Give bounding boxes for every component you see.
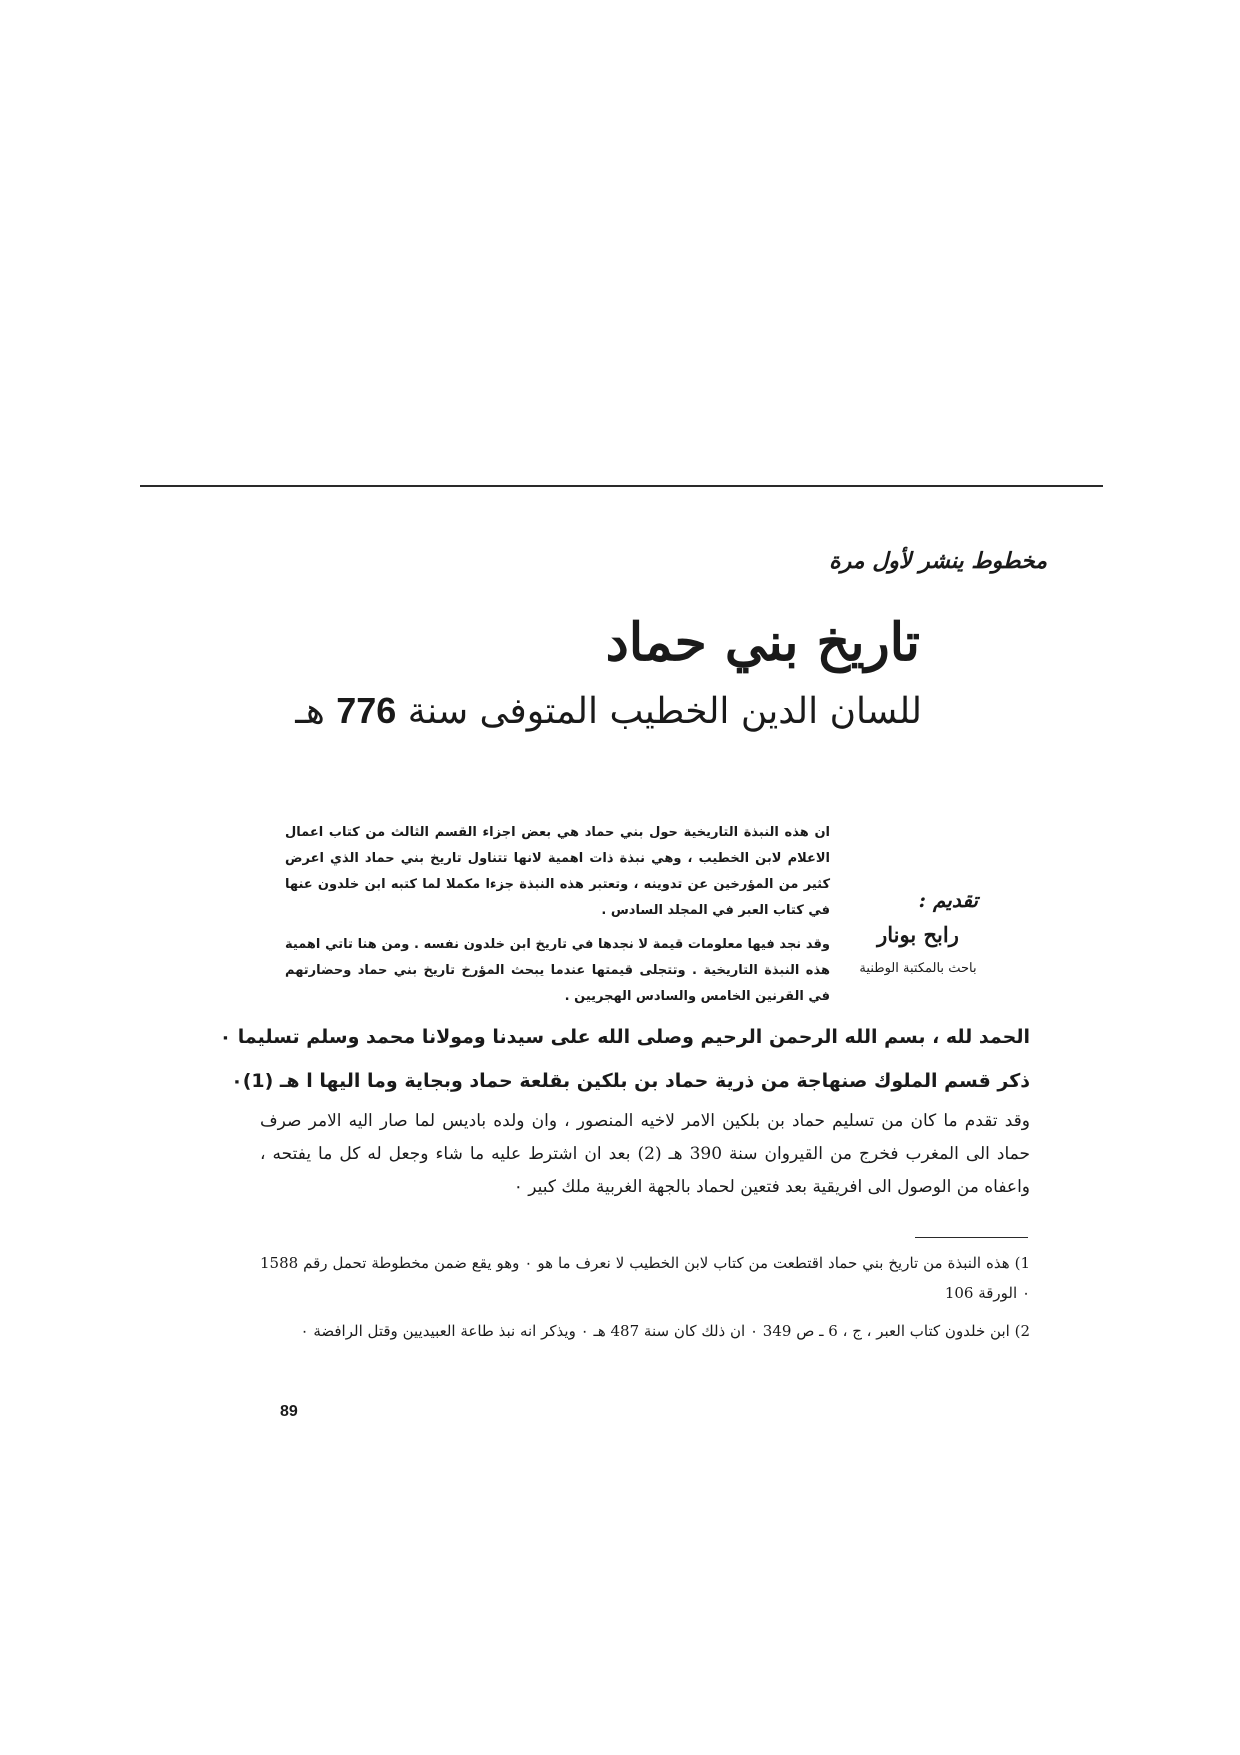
intro-block: [285, 820, 830, 1010]
author-role: باحث بالمكتبة الوطنية: [859, 961, 977, 976]
footnotes: [260, 1248, 1030, 1354]
subtitle-text: للسان الدين الخطيب المتوفى سنة: [407, 691, 922, 732]
heading-line: ذكر قسم الملوك صنهاجة من ذرية حماد بن بلكين بقلعة حماد وبجاية وما اليها ا هـ (1)٠: [231, 1070, 1030, 1092]
text-heading: [219, 1015, 1030, 1103]
footnote: 2) ابن خلدون كتاب العبر ، ج ، 6 ـ ص 349 ٠ ان ذلك كان سنة 487 هـ ٠ ويذكر انه نبذ طاعة العبيديين وقتل الرافضة ٠: [300, 1322, 1030, 1340]
page-number: 89: [280, 1403, 298, 1420]
footnote-rule: [915, 1237, 1028, 1238]
body-paragraph: وقد تقدم ما كان من تسليم حماد بن بلكين الامر لاخيه المنصور ، وان ولده باديس لما صار اليه الامر صرف حماد الى المغرب فخرج من القيروان سنة 390 هـ (2) بعد ان اشترط عليه ما شاء وجعل له كل ما يفتحه ، واعفاه من الوصول الى افريقية بعد فتعين لحماد بالجهة الغربية ملك كبير ٠: [260, 1111, 1030, 1197]
author-label: تقديم :: [918, 888, 978, 912]
author-name: رابح بونار: [877, 922, 959, 947]
kicker-label: مخطوط ينشر لأول مرة: [829, 548, 1047, 574]
intro-paragraph: وقد نجد فيها معلومات قيمة لا نجدها في تاريخ ابن خلدون نفسه . ومن هنا تاتي اهمية هذه النبذة التاريخية . وتتجلى قيمتها عندما يبحث المؤرخ تاريخ بني حماد وحضارتهم في القرنين الخامس والسادس الهجريين .: [285, 937, 830, 1004]
author-block: [858, 888, 978, 976]
top-rule: [140, 485, 1103, 487]
heading-line: الحمد لله ، بسم الله الرحمن الرحيم وصلى الله على سيدنا ومولانا محمد وسلم تسليما ٠: [219, 1026, 1030, 1048]
subtitle-year: 776: [336, 690, 397, 731]
subtitle-suffix: هـ: [295, 691, 325, 732]
intro-paragraph: ان هذه النبذة التاريخية حول بني حماد هي بعض اجزاء القسم الثالث من كتاب اعمال الاعلام لابن الخطيب ، وهي نبذة ذات اهمية لانها تتناول تاريخ بني حماد الذي اعرض كثير من المؤرخين عن تدوينه ، وتعتبر هذه النبذة جزءا مكملا لما كتبه ابن خلدون عنها في كتاب العبر في المجلد السادس .: [285, 825, 830, 918]
article-subtitle: [295, 690, 922, 732]
footnote: 1) هذه النبذة من تاريخ بني حماد اقتطعت من كتاب لابن الخطيب لا نعرف ما هو ٠ وهو يقع ضمن مخطوطة تحمل رقم 1588 ٠ الورقة 106: [260, 1254, 1031, 1302]
article-title: تاريخ بني حماد: [605, 612, 920, 673]
